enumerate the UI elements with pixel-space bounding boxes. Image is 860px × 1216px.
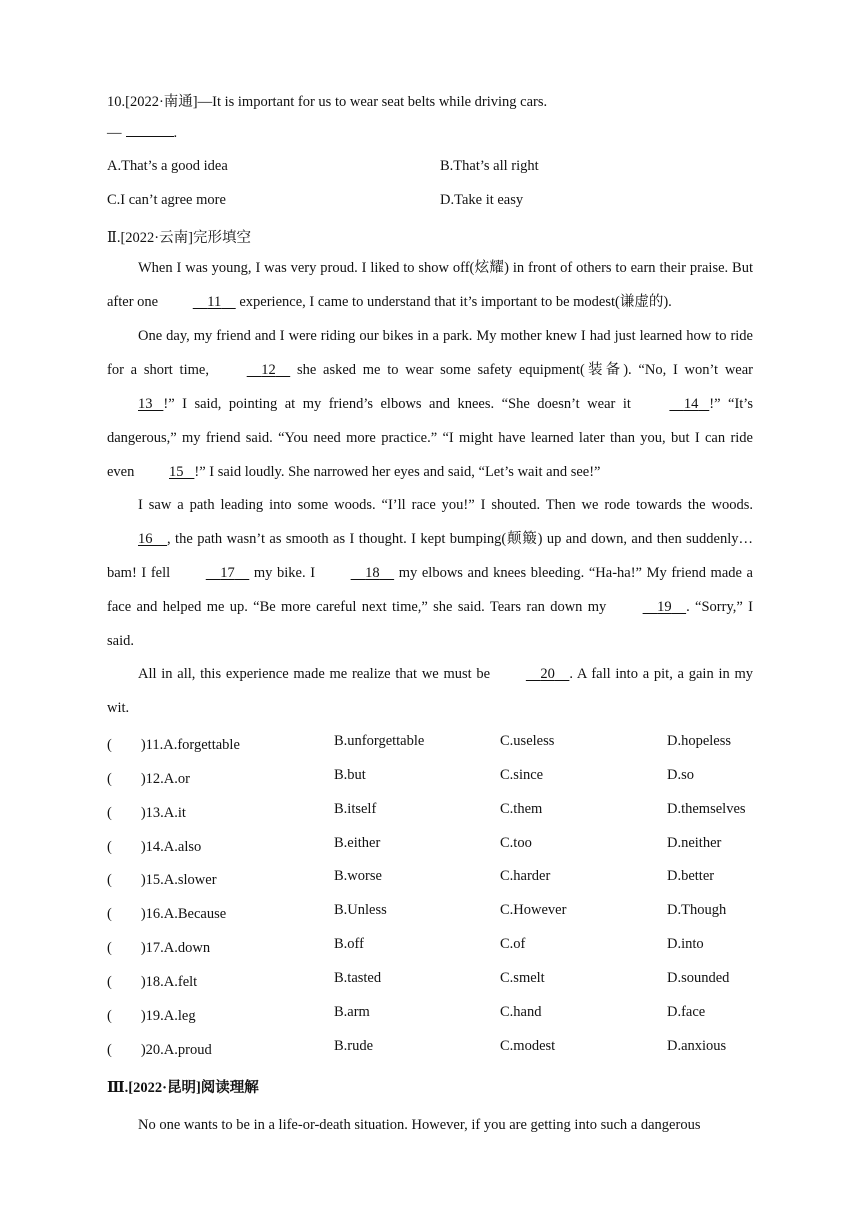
option-c: C.too (500, 835, 532, 851)
option-a: ( )12.A.or (107, 771, 190, 787)
option-a: ( )11.A.forgettable (107, 737, 240, 753)
option-a: ( )15.A.slower (107, 872, 217, 888)
option-b: B.off (334, 936, 364, 952)
p2-text-d: !” I said, pointing at my friend’s elbows and knees. “She doesn’t wear it (163, 396, 639, 412)
answer-dash: — (107, 125, 122, 141)
q10-option-d: D.Take it easy (440, 192, 524, 208)
p3-text-e: my elbows and knees bleeding. “Ha-ha!” My friend made a face and helped me up. “Be more careful next time,” she said. Tears ran down my (107, 565, 753, 615)
option-d: D.sounded (667, 970, 730, 986)
option-c: C.modest (500, 1038, 556, 1054)
option-b: B.arm (334, 1004, 370, 1020)
option-b: B.but (334, 767, 366, 783)
option-d: D.hopeless (667, 733, 732, 749)
p2-text-f: !” I said loudly. She narrowed her eyes and said, “Let’s wait and see!” (194, 464, 601, 480)
question-row (107, 868, 757, 888)
option-a: ( )14.A.also (107, 839, 202, 855)
blank-17: 17 (220, 565, 235, 581)
option-c: C.smelt (500, 970, 545, 986)
question-row (107, 801, 757, 821)
question-row (107, 936, 757, 956)
blank-12: 12 (261, 362, 276, 378)
option-b: B.worse (334, 868, 382, 884)
p3-text-f: . “Sorry,” I said. (107, 599, 753, 649)
blank-16: 16 (138, 531, 153, 547)
question-row (107, 970, 757, 990)
p4-text-a: All in all, this experience made me realize that we must be (138, 666, 495, 682)
option-a: ( )18.A.felt (107, 974, 198, 990)
option-a: ( )13.A.it (107, 805, 186, 821)
option-d: D.themselves (667, 801, 746, 817)
question-10-stem: 10.[2022·南通]—It is important for us to wear seat belts while driving cars. (107, 94, 548, 110)
q10-option-b: B.That’s all right (440, 158, 539, 174)
question-row (107, 733, 757, 753)
p2-text-a: One day, my friend and I were riding our bikes in a park. My mother knew I had just learned how to ride for a short time, (107, 328, 753, 378)
question-10-answer-blank (107, 124, 177, 142)
option-b: B.itself (334, 801, 377, 817)
p2-text-e: !” “It’s dangerous,” my friend said. “You need more practice.” “I might have learned later than you, but I can ride even (107, 396, 753, 480)
blank-13: 13 (138, 396, 153, 412)
p1-text-a: When I was young, I was very proud. I liked to show off(炫耀) in front of others to earn their praise. But after one (107, 260, 753, 310)
blank-20: 20 (540, 666, 555, 682)
answer-underline (126, 124, 174, 137)
option-d: D.better (667, 868, 715, 884)
blank-19: 19 (657, 599, 672, 615)
option-b: B.tasted (334, 970, 382, 986)
blank-14: 14 (683, 396, 699, 412)
option-d: D.face (667, 1004, 706, 1020)
question-row (107, 1004, 757, 1024)
option-b: B.either (334, 835, 381, 851)
section-2-heading: Ⅱ.[2022·云南]完形填空 (107, 230, 251, 246)
option-c: C.of (500, 936, 526, 952)
passage-paragraph-3 (107, 488, 753, 658)
option-c: C.them (500, 801, 543, 817)
option-a: ( )16.A.Because (107, 906, 227, 922)
p1-text-c: experience, I came to understand that it’s important to be modest(谦虚的). (235, 294, 672, 310)
q10-option-a: A.That’s a good idea (107, 158, 228, 174)
p2-text-c: she asked me to wear some safety equipment(装备). “No, I won’t wear (290, 362, 753, 378)
option-c: C.useless (500, 733, 555, 749)
question-row (107, 767, 757, 787)
option-a: ( )19.A.leg (107, 1008, 196, 1024)
option-d: D.so (667, 767, 694, 783)
passage-paragraph-1 (107, 251, 753, 319)
passage-paragraph-2 (107, 319, 753, 489)
option-d: D.Though (667, 902, 727, 918)
blank-11: 11 (207, 294, 222, 310)
option-d: D.neither (667, 835, 722, 851)
blank-18: 18 (365, 565, 380, 581)
option-c: C.However (500, 902, 567, 918)
p3-text-c: , the path wasn’t as smooth as I thought. I kept bumping(颠簸) up and down, and then suddenly…bam! I fell (107, 531, 753, 581)
p3-text-a: I saw a path leading into some woods. “I’ll race you!” I shouted. Then we rode towards the woods. (138, 497, 753, 513)
question-row (107, 835, 757, 855)
p3-text-d: my bike. I (249, 565, 320, 581)
option-a: ( )20.A.proud (107, 1042, 212, 1058)
question-row (107, 1038, 757, 1058)
option-c: C.hand (500, 1004, 542, 1020)
option-b: B.Unless (334, 902, 387, 918)
p4-text-c: . A fall into a pit, a gain in my wit. (107, 666, 753, 716)
section-3-heading: Ⅲ.[2022·昆明]阅读理解 (107, 1080, 259, 1096)
option-d: D.anxious (667, 1038, 727, 1054)
reading-paragraph-1: No one wants to be in a life-or-death situation. However, if you are getting into such a dangerous (138, 1117, 701, 1133)
option-c: C.since (500, 767, 544, 783)
option-b: B.rude (334, 1038, 374, 1054)
q10-option-c: C.I can’t agree more (107, 192, 226, 208)
option-b: B.unforgettable (334, 733, 425, 749)
option-c: C.harder (500, 868, 551, 884)
option-a: ( )17.A.down (107, 940, 211, 956)
answer-period: . (173, 125, 178, 141)
question-row (107, 902, 757, 922)
passage-paragraph-4 (107, 657, 753, 725)
blank-15: 15 (169, 464, 184, 480)
option-d: D.into (667, 936, 704, 952)
